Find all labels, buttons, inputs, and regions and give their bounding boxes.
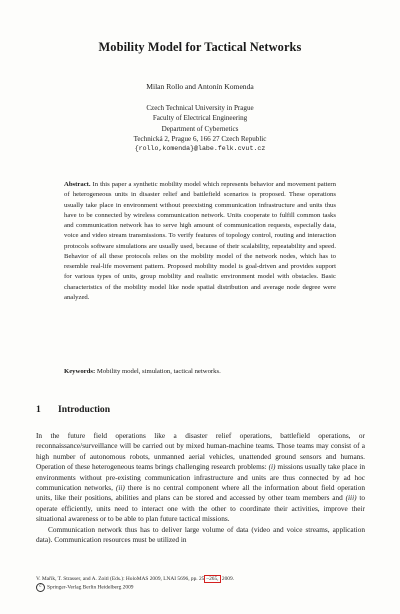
affiliation-faculty: Faculty of Electrical Engineering [152, 114, 248, 123]
paper-title: Mobility Model for Tactical Networks [98, 40, 302, 54]
paragraph-2: Communication network thus has to deliver large volume of data (video and voice streams, application data). Communication resources must be utilized in [36, 524, 365, 545]
enum-iii: (iii) [345, 493, 357, 503]
page-range-highlight: –265, [206, 576, 219, 582]
keywords-text: Mobility model, simulation, tactical networks. [96, 368, 221, 375]
paragraph-1-part-b: missions usually take place in environments without pre-existing communication infrastructure and units are thus connected by ad hoc communication networks, [36, 462, 365, 493]
footer-copyright [36, 583, 366, 592]
abstract [64, 180, 336, 303]
paragraph-1-part-c: there is no central component where all the information about field operation units, like their positions, abilities and plans can be stored and accessed by other team members and [36, 483, 365, 503]
abstract-label: Abstract. [64, 181, 91, 188]
enum-i: (i) [268, 462, 276, 472]
footer-citation [36, 575, 366, 583]
enum-ii: (ii) [115, 483, 125, 493]
affiliation-block [0, 103, 400, 154]
keywords [64, 367, 336, 377]
affiliation-university: Czech Technical University in Prague [146, 104, 254, 112]
section-title: Introduction [58, 404, 111, 415]
page-footer [36, 575, 366, 592]
introduction-body [36, 431, 365, 545]
author-email: {rollo,komenda}@labe.felk.cvut.cz [134, 145, 266, 153]
footer-citation-year: 2009. [220, 576, 235, 582]
footer-citation-text: V. Mařík, T. Strasser, and A. Zoitl (Eds.): HoloMAS 2009, LNAI 5696, pp. 25 [36, 576, 205, 582]
abstract-text: In this paper a synthetic mobility model which represents behavior and movement pattern of heterogeneous units in disaster relief and battlefield scenarios is proposed. These operations usually take place in environment without preexisting communication infrastructure and units thus have to be connected by wireless communication network. Units cooperate to fulfill common tasks and communication network has to serve high amount of communication requests, especially data, voice and video stream transmissions. To verify features of topology control, routing and interaction protocols software simulations are usually used, because of their scalability, repeatability and speed. Behavior of all these protocols relies on the mobility model of the network nodes, which has to resemble real-life movement pattern. Proposed mobility model is goal-driven and provides support for various types of units, group mobility and realistic environment model with obstacles. Basic characteristics of the mobility model like node spatial distribution and average node degree were analyzed. [64, 181, 336, 301]
paragraph-1-part-a: In the future field operations like a disaster relief operations, battlefield operations, or reconnaissance/surveillance will be carried out by mixed human-machine teams. Those teams may consist of a high number of autonomous robots, unmanned aerial vehicles, unattended ground sensors and humans. Operation of these heterogeneous teams brings challenging research problems: [36, 431, 365, 472]
affiliation-address: Technická 2, Prague 6, 166 27 Czech Republic [133, 134, 267, 143]
section-heading-introduction [36, 404, 110, 415]
paragraph-1 [36, 431, 365, 525]
footer-publisher: Springer-Verlag Berlin Heidelberg 2009 [47, 584, 134, 591]
paper-authors: Milan Rollo and Antonín Komenda [146, 82, 254, 91]
affiliation-department: Department of Cybernetics [161, 124, 239, 133]
keywords-label: Keywords: [64, 368, 96, 375]
section-number: 1 [36, 404, 41, 415]
copyright-icon: c [36, 583, 45, 592]
paragraph-1-part-d: to operate efficiently, units need to interact one with the other to coordinate their activities, improve their situational awareness or to be able to plan future tactical missions. [36, 493, 366, 524]
